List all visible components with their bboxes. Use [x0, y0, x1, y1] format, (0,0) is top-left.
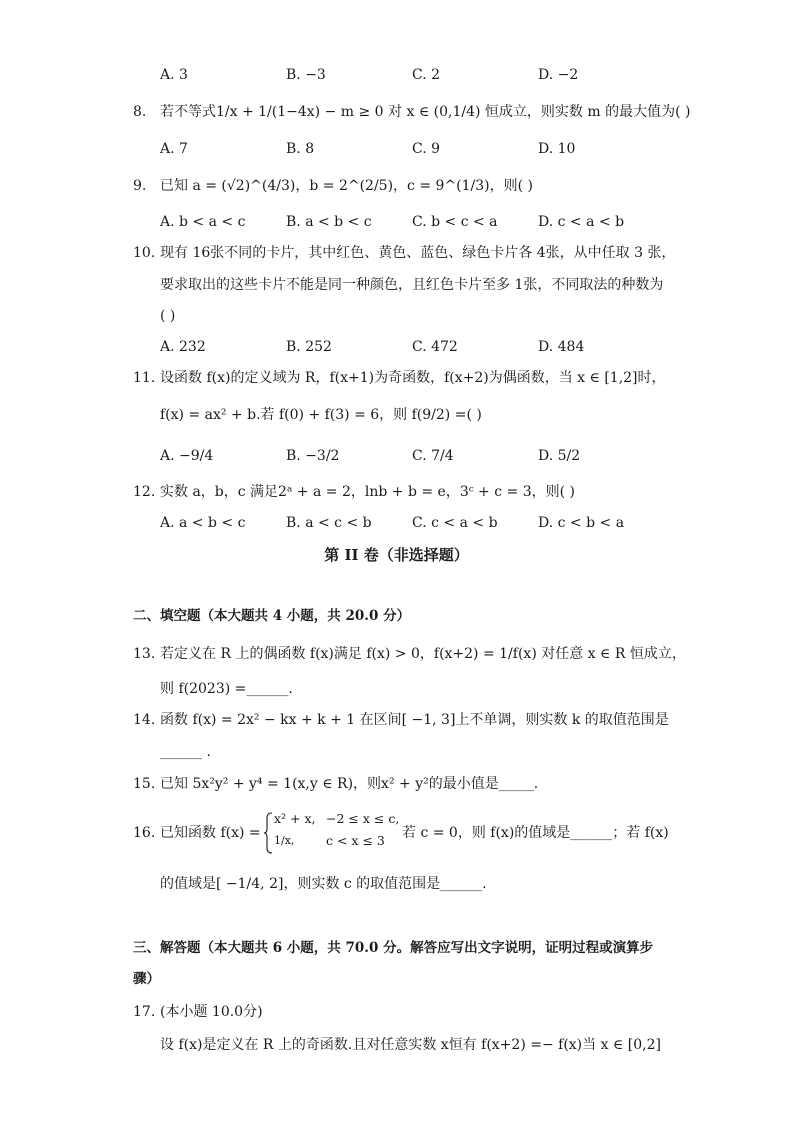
q17-header-row	[0, 1000, 793, 1024]
q9-option-b[interactable]: B. a < b < c	[286, 214, 372, 230]
q10-option-c[interactable]: C. 472	[412, 339, 458, 355]
section3-header-line2: 骤）	[133, 971, 160, 987]
q12-option-c[interactable]: C. c < a < b	[412, 515, 498, 531]
q9-number: 9.	[133, 178, 147, 194]
q12-option-a[interactable]: A. a < b < c	[160, 515, 246, 531]
q17-number: 17.	[133, 1004, 156, 1020]
q12-stem	[0, 480, 793, 504]
q12-number: 12.	[133, 484, 156, 500]
q12-option-d[interactable]: D. c < b < a	[538, 515, 625, 531]
q11-text-line1: 设函数 f(x)的定义域为 R，f(x+1)为奇函数，f(x+2)为偶函数，当 x ∈ [1,2]时，	[160, 370, 666, 386]
q7-option-d[interactable]: D. −2	[538, 67, 579, 83]
q9-option-d[interactable]: D. c < a < b	[538, 214, 625, 230]
q16-suffix: 若 c = 0，则 f(x)的值域是______；若 f(x)	[402, 825, 669, 841]
q16-stem-line1	[0, 808, 793, 858]
q16-case1-cond: −2 ≤ x ≤ c,	[326, 811, 400, 826]
q8-text: 若不等式1/x + 1/(1−4x) − m ≥ 0 对 x ∈ (0,1/4) 恒成立，则实数 m 的最大值为( )	[160, 104, 691, 120]
q9-option-a[interactable]: A. b < a < c	[160, 214, 246, 230]
q8-option-b[interactable]: B. 8	[286, 141, 315, 157]
q13-number: 13.	[133, 646, 156, 662]
q9-option-c[interactable]: C. b < c < a	[412, 214, 498, 230]
q8-stem	[0, 100, 793, 124]
q14-text-line2: ______ .	[160, 744, 211, 760]
q11-option-a[interactable]: A. −9/4	[160, 448, 214, 464]
q7-option-a[interactable]: A. 3	[160, 67, 188, 83]
q16-case2-expr: 1/x,	[274, 834, 295, 847]
q17-header: (本小题 10.0分)	[160, 1004, 263, 1020]
q11-text-line2: f(x) = ax² + b.若 f(0) + f(3) = 6，则 f(9/2) =( )	[160, 407, 482, 423]
q10-stem-line1	[0, 241, 793, 265]
q9-options	[0, 210, 793, 234]
q14-text-line1: 函数 f(x) = 2x² − kx + k + 1 在区间[ −1, 3]上不单调，则实数 k 的取值范围是	[160, 712, 669, 728]
q11-option-c[interactable]: C. 7/4	[412, 448, 454, 464]
q10-text-line2: 要求取出的这些卡片不能是同一种颜色，且红色卡片至多 1张，不同取法的种数为	[160, 277, 664, 293]
piecewise-brace-icon	[264, 812, 274, 854]
q10-text-line3: ( )	[160, 308, 176, 324]
section3-header-line1: 三、解答题（本大题共 6 小题，共 70.0 分。解答应写出文字说明，证明过程或演算步	[133, 940, 654, 956]
q13-stem-line1	[0, 642, 793, 666]
q13-stem-line2	[0, 677, 793, 701]
q10-number: 10.	[133, 245, 156, 261]
q8-number: 8.	[133, 104, 147, 120]
q14-stem-line2	[0, 740, 793, 764]
q15-stem	[0, 772, 793, 796]
q10-stem-line3	[0, 304, 793, 328]
q8-options	[0, 137, 793, 161]
part2-title: 第 II 卷（非选择题）	[324, 546, 469, 564]
q7-options	[0, 63, 793, 87]
q10-stem-line2	[0, 273, 793, 297]
q11-number: 11.	[133, 370, 156, 386]
q16-text-line2: 的值域是[ −1/4, 2]，则实数 c 的取值范围是______.	[160, 876, 487, 892]
q15-number: 15.	[133, 776, 156, 792]
section3-header-row2	[0, 967, 793, 991]
q16-case1-expr: x² + x,	[274, 811, 316, 826]
q9-text: 已知 a = (√2)^(4/3)，b = 2^(2/5)，c = 9^(1/3)，则( )	[160, 178, 533, 194]
q7-option-b[interactable]: B. −3	[286, 67, 326, 83]
section2-header: 二、填空题（本大题共 4 小题，共 20.0 分）	[133, 608, 411, 624]
q8-option-a[interactable]: A. 7	[160, 141, 188, 157]
q10-option-a[interactable]: A. 232	[160, 339, 206, 355]
q13-text-line2: 则 f(2023) =______.	[160, 681, 293, 697]
q8-option-d[interactable]: D. 10	[538, 141, 576, 157]
q17-stem-line1	[0, 1033, 793, 1057]
section2-header-row	[0, 604, 793, 628]
q16-number: 16.	[133, 825, 156, 841]
q11-stem-line2	[0, 403, 793, 427]
q12-options	[0, 511, 793, 535]
q16-stem-line2	[0, 872, 793, 896]
q12-option-b[interactable]: B. a < c < b	[286, 515, 372, 531]
q11-options	[0, 444, 793, 468]
q8-option-c[interactable]: C. 9	[412, 141, 441, 157]
q10-options	[0, 335, 793, 359]
q16-prefix: 已知函数 f(x) =	[160, 825, 261, 841]
q14-stem-line1	[0, 708, 793, 732]
q9-stem	[0, 174, 793, 198]
q17-text-line1: 设 f(x)是定义在 R 上的奇函数.且对任意实数 x恒有 f(x+2) =− f(x)当 x ∈ [0,2]	[160, 1037, 661, 1053]
q10-text-line1: 现有 16张不同的卡片，其中红色、黄色、蓝色、绿色卡片各 4张，从中任取 3 张，	[160, 245, 676, 261]
q11-stem-line1	[0, 366, 793, 390]
q11-option-b[interactable]: B. −3/2	[286, 448, 340, 464]
q7-option-c[interactable]: C. 2	[412, 67, 441, 83]
q12-text: 实数 a，b，c 满足2ᵃ + a = 2，lnb + b = e，3ᶜ + c = 3，则( )	[160, 484, 575, 500]
q14-number: 14.	[133, 712, 156, 728]
q13-text-line1: 若定义在 R 上的偶函数 f(x)满足 f(x) > 0，f(x+2) = 1/f(x) 对任意 x ∈ R 恒成立，	[160, 646, 686, 662]
q16-case2-cond: c < x ≤ 3	[326, 833, 385, 848]
q15-text: 已知 5x²y² + y⁴ = 1(x,y ∈ R)，则x² + y²的最小值是_____.	[160, 776, 539, 792]
q10-option-d[interactable]: D. 484	[538, 339, 585, 355]
q10-option-b[interactable]: B. 252	[286, 339, 332, 355]
q11-option-d[interactable]: D. 5/2	[538, 448, 581, 464]
section3-header-row1	[0, 936, 793, 960]
